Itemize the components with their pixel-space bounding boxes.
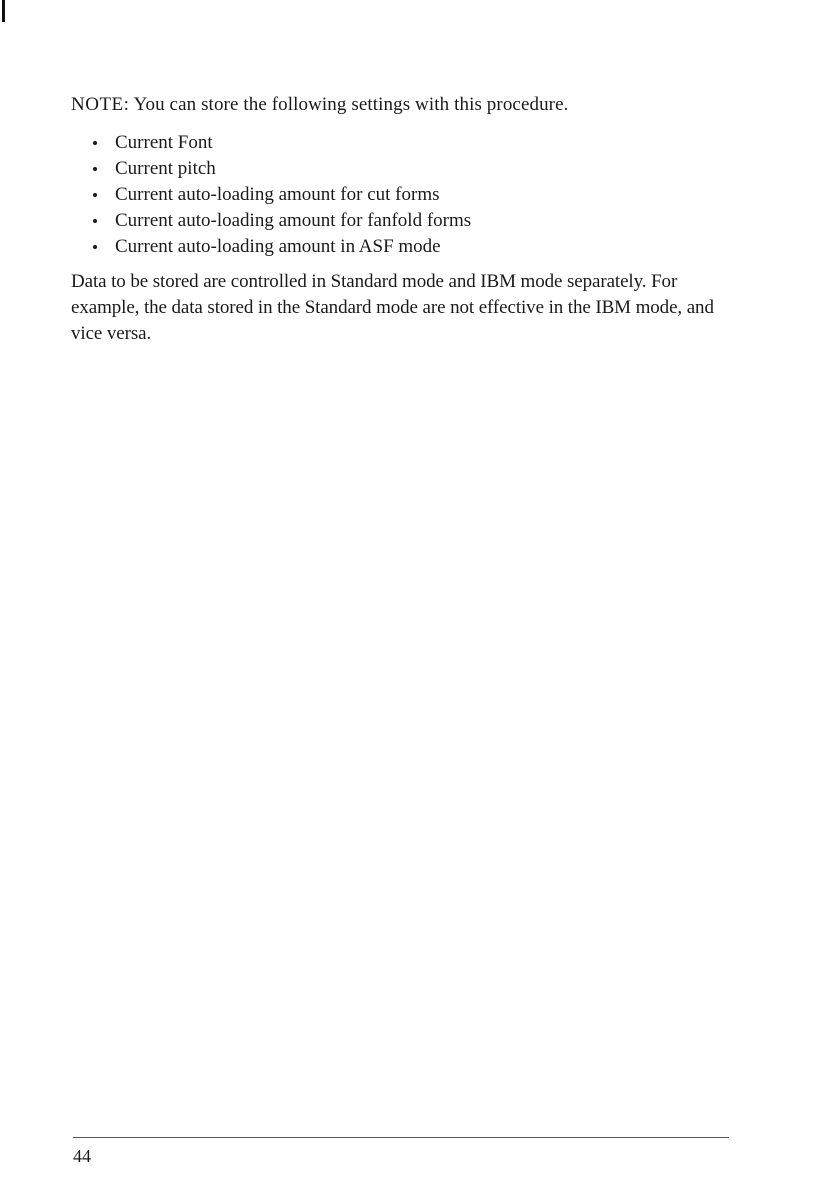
bullet-icon [93, 141, 97, 145]
page-number: 44 [73, 1146, 91, 1166]
bullet-icon [93, 167, 97, 171]
list-item [93, 182, 741, 208]
page-content [71, 92, 741, 347]
settings-list [71, 130, 741, 260]
note-label: NOTE: [71, 94, 130, 115]
list-item-text: Current auto-loading amount for fanfold forms [115, 210, 472, 231]
bullet-icon [93, 219, 97, 223]
list-item-text: Current pitch [115, 158, 216, 179]
bullet-icon [93, 193, 97, 197]
list-item-text: Current auto-loading amount for cut forms [115, 184, 440, 205]
note-text: You can store the following settings with this procedure. [129, 94, 569, 115]
list-item [93, 130, 741, 156]
list-item-text: Current Font [115, 132, 213, 153]
list-item [93, 234, 741, 260]
note-line [71, 92, 741, 118]
footer-divider [73, 1137, 729, 1138]
bullet-icon [93, 245, 97, 249]
body-paragraph: Data to be stored are controlled in Standard mode and IBM mode separately. For example, the data stored in the Standard mode are not effective in the IBM mode, and vice versa. [71, 271, 714, 344]
list-item-text: Current auto-loading amount in ASF mode [115, 236, 441, 257]
list-item [93, 208, 741, 234]
list-item [93, 156, 741, 182]
margin-mark [2, 0, 5, 22]
